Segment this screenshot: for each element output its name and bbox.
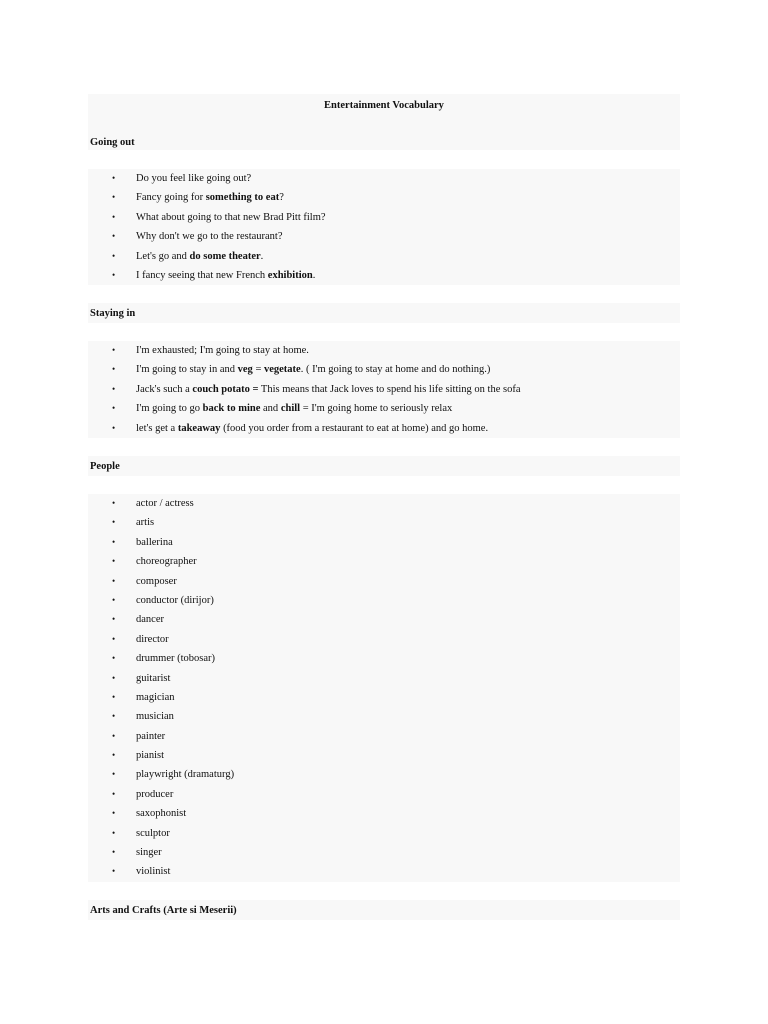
list-item-text: painter <box>136 730 166 742</box>
list-item-text: I fancy seeing that new French <box>136 269 268 281</box>
bullet-icon: • <box>112 269 116 280</box>
list-item-text: = <box>252 364 264 376</box>
list-item <box>88 169 680 188</box>
list-item-text: Fancy going for <box>136 192 206 204</box>
list-item-text: actor / actress <box>136 498 194 509</box>
list-item-text: I'm exhausted; I'm going to stay at home. <box>136 345 309 356</box>
bullet-icon: • <box>112 847 116 858</box>
list-item-text: Why don't we go to the restaurant? <box>136 231 283 243</box>
list-item-text: and <box>260 403 281 415</box>
bullet-icon: • <box>112 556 116 567</box>
list-item-text: This means that Jack loves to spend his life sitting on the sofa <box>258 383 521 395</box>
bullet-icon: • <box>112 653 116 664</box>
list-item-text: violinist <box>136 866 171 878</box>
bullet-icon: • <box>112 383 116 394</box>
list-item-text: guitarist <box>136 672 171 684</box>
list-item <box>88 707 680 726</box>
list-item <box>88 843 680 862</box>
list-item <box>88 804 680 823</box>
bold-term: vegetate <box>263 364 301 376</box>
list-item <box>88 188 680 207</box>
list-item <box>88 247 680 266</box>
list-item-text: ? <box>279 192 284 204</box>
bold-term: something to eat <box>205 192 280 204</box>
bold-term: back to mine <box>202 403 261 415</box>
list-item <box>88 688 680 707</box>
bold-term: couch potato = <box>192 383 259 395</box>
section-heading-staying-in: Staying in <box>90 308 136 319</box>
bullet-icon: • <box>112 211 116 222</box>
bullet-icon: • <box>112 827 116 838</box>
bullet-icon: • <box>112 231 116 242</box>
list-item-text: What about going to that new Brad Pitt film? <box>136 211 326 223</box>
list-item <box>88 746 680 765</box>
list-item-text: magician <box>136 691 175 703</box>
list-item-text: Jack's such a <box>136 383 193 395</box>
section-heading-going-out: Going out <box>90 137 135 148</box>
list-item-text: conductor (dirijor) <box>136 594 214 606</box>
list-item-text: let's get a <box>136 422 178 434</box>
list-item <box>88 630 680 649</box>
list-item-text: (food you order from a restaurant to eat at home) and go home. <box>220 422 489 434</box>
list-item-text: artis <box>136 517 155 529</box>
bullet-icon: • <box>112 672 116 683</box>
bold-term: do some theater <box>189 250 261 262</box>
bullet-icon: • <box>112 575 116 586</box>
list-item <box>88 513 680 532</box>
staying-in-heading-band <box>88 303 680 323</box>
list-item-text: composer <box>136 575 177 587</box>
list-item-text: musician <box>136 711 174 723</box>
bullet-icon: • <box>112 769 116 780</box>
list-item-text: dancer <box>136 614 164 626</box>
list-item <box>88 669 680 688</box>
people-heading-band <box>88 456 680 476</box>
bold-term: exhibition <box>267 269 313 281</box>
bullet-icon: • <box>112 422 116 433</box>
bullet-icon: • <box>112 614 116 625</box>
title-band <box>88 94 680 150</box>
list-item-text: I'm going to go <box>136 403 203 415</box>
list-item <box>88 380 680 399</box>
bullet-icon: • <box>112 498 116 508</box>
list-item-text: = I'm going home to seriously relax <box>300 403 453 415</box>
staying-in-list-band <box>88 341 680 438</box>
bullet-icon: • <box>112 173 116 183</box>
list-item-text: . ( I'm going to stay at home and do nothing.) <box>300 364 491 376</box>
list-item <box>88 785 680 804</box>
list-item-text: saxophonist <box>136 808 187 820</box>
bullet-icon: • <box>112 536 116 547</box>
bullet-icon: • <box>112 192 116 203</box>
list-item <box>88 360 680 379</box>
bullet-icon: • <box>112 788 116 799</box>
going-out-list <box>88 169 680 285</box>
bullet-icon: • <box>112 711 116 722</box>
list-item <box>88 266 680 285</box>
list-item-text: sculptor <box>136 827 170 839</box>
list-item-text: I'm going to stay in and <box>136 364 238 376</box>
bullet-icon: • <box>112 250 116 261</box>
list-item-text: pianist <box>136 750 164 762</box>
list-item-text: drummer (tobosar) <box>136 653 216 665</box>
bullet-icon: • <box>112 403 116 414</box>
people-list <box>88 494 680 882</box>
going-out-list-band <box>88 169 680 285</box>
list-item-text: . <box>260 250 264 262</box>
list-item <box>88 208 680 227</box>
bullet-icon: • <box>112 866 116 877</box>
list-item-text: choreographer <box>136 556 197 568</box>
bullet-icon: • <box>112 517 116 528</box>
list-item-text: director <box>136 633 169 645</box>
list-item <box>88 399 680 418</box>
bullet-icon: • <box>112 594 116 605</box>
list-item <box>88 862 680 881</box>
list-item-text: playwright (dramaturg) <box>136 769 235 781</box>
page-title: Entertainment Vocabulary <box>324 100 444 111</box>
bold-term: chill <box>280 403 301 415</box>
bullet-icon: • <box>112 691 116 702</box>
list-item <box>88 419 680 438</box>
list-item <box>88 533 680 552</box>
list-item <box>88 494 680 513</box>
bullet-icon: • <box>112 345 116 355</box>
list-item <box>88 552 680 571</box>
section-heading-people: People <box>90 461 120 472</box>
staying-in-list <box>88 341 680 438</box>
list-item <box>88 572 680 591</box>
bullet-icon: • <box>112 750 116 761</box>
list-item <box>88 824 680 843</box>
list-item <box>88 765 680 784</box>
bullet-icon: • <box>112 730 116 741</box>
list-item <box>88 610 680 629</box>
bold-term: takeaway <box>177 422 221 434</box>
bold-term: veg <box>237 364 253 376</box>
list-item <box>88 591 680 610</box>
list-item-text: ballerina <box>136 536 173 548</box>
arts-crafts-heading-band <box>88 900 680 920</box>
section-heading-arts-crafts: Arts and Crafts (Arte si Meserii) <box>90 905 237 916</box>
bullet-icon: • <box>112 633 116 644</box>
list-item <box>88 341 680 360</box>
bullet-icon: • <box>112 364 116 375</box>
bullet-icon: • <box>112 808 116 819</box>
list-item <box>88 727 680 746</box>
list-item <box>88 227 680 246</box>
list-item-text: singer <box>136 847 162 859</box>
list-item-text: Do you feel like going out? <box>136 173 252 184</box>
people-list-band <box>88 494 680 882</box>
list-item-text: producer <box>136 788 174 800</box>
list-item-text: Let's go and <box>136 250 190 262</box>
list-item-text: . <box>312 269 316 281</box>
list-item <box>88 649 680 668</box>
